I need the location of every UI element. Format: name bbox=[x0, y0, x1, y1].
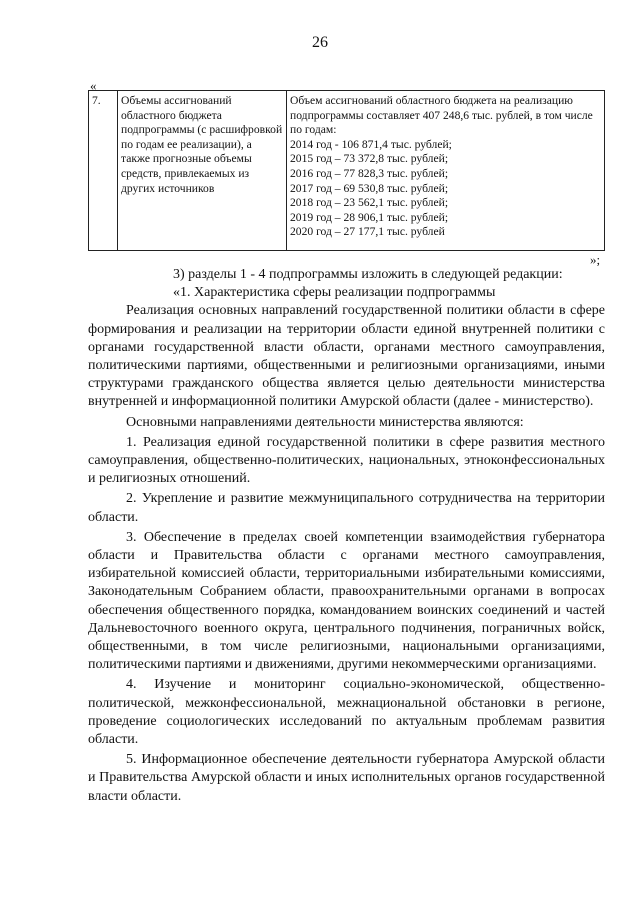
list-item: 2. Укрепление и развитие межмуниципального сотрудничества на территории области. bbox=[88, 491, 605, 525]
row-value-cell bbox=[287, 91, 605, 251]
funding-year-2019: 2019 год – 28 906,1 тыс. рублей; bbox=[290, 210, 449, 224]
funding-table bbox=[88, 90, 605, 251]
funding-year-2020: 2020 год – 27 177,1 тыс. рублей bbox=[290, 225, 445, 239]
list-item: 4. Изучение и мониторинг социально-экономической, общественно-политической, межконфессиональной, межнациональной обстановки в регионе, проведение социологических исследований по актуальным проблемам развития области. bbox=[88, 677, 605, 748]
row-number-cell: 7. bbox=[89, 91, 118, 251]
funding-intro: Объем ассигнований областного бюджета на реализацию подпрограммы составляет 407 248,6 тыс. рублей, в том числе по годам: bbox=[290, 94, 593, 137]
page-number: 26 bbox=[312, 34, 328, 51]
funding-year-2017: 2017 год – 69 530,8 тыс. рублей; bbox=[290, 181, 449, 195]
paragraph: Реализация основных направлений государственной политики области в сфере формирования и реализации на территории области единой внутренней политики с органами государственной власти области, органами местного самоуправления, политическими партиями, общественными и религиозными организациями, иными структурами гражданского общества является целью деятельности министерства внутренней и информационной политики Амурской области (далее - министерство). bbox=[88, 303, 605, 410]
list-item: 1. Реализация единой государственной политики в сфере развития местного самоуправления, общественно-политических, национальных, этноконфессиональных и религиозных отношений. bbox=[88, 434, 605, 487]
funding-year-2018: 2018 год – 23 562,1 тыс. рублей; bbox=[290, 196, 449, 210]
list-item: 3. Обеспечение в пределах своей компетенции взаимодействия губернатора области и Правительства области с органами местного самоуправления, избирательной комиссией области, территориальными избирательными комиссиями, Законодательным Собранием области, правоохранительными органами в вопросах обеспечения общественного порядка, командованием воинских соединений и частей Дальневосточного военного округа, центрального подчинения, пограничных войск, общественными, в том числе религиозными, национальными организациями, политическими партиями и движениями, другими некоммерческими организациями. bbox=[88, 529, 605, 673]
amendment-intro: 3) разделы 1 - 4 подпрограммы изложить в следующей редакции: bbox=[173, 267, 563, 282]
opening-quote-mark: « bbox=[90, 78, 97, 93]
body-text bbox=[88, 266, 605, 806]
paragraph: Основными направлениями деятельности министерства являются: bbox=[126, 414, 524, 430]
section-heading: «1. Характеристика сферы реализации подпрограммы bbox=[173, 285, 496, 301]
table-row bbox=[89, 91, 605, 251]
list-item: 5. Информационное обеспечение деятельности губернатора Амурской области и Правительства Амурской области и иных исполнительных органов государственной власти области. bbox=[88, 752, 605, 804]
funding-year-2014: 2014 год - 106 871,4 тыс. рублей; bbox=[290, 137, 452, 151]
funding-year-2016: 2016 год – 77 828,3 тыс. рублей; bbox=[290, 166, 449, 180]
funding-year-2015: 2015 год – 73 372,8 тыс. рублей; bbox=[290, 152, 449, 166]
row-label-cell: Объемы ассигнований областного бюджета подпрограммы (с расшифровкой по годам ее реализации), а также прогнозные объемы средств, привлекаемых из других источников bbox=[118, 91, 287, 251]
closing-quote-mark: »; bbox=[590, 252, 601, 267]
